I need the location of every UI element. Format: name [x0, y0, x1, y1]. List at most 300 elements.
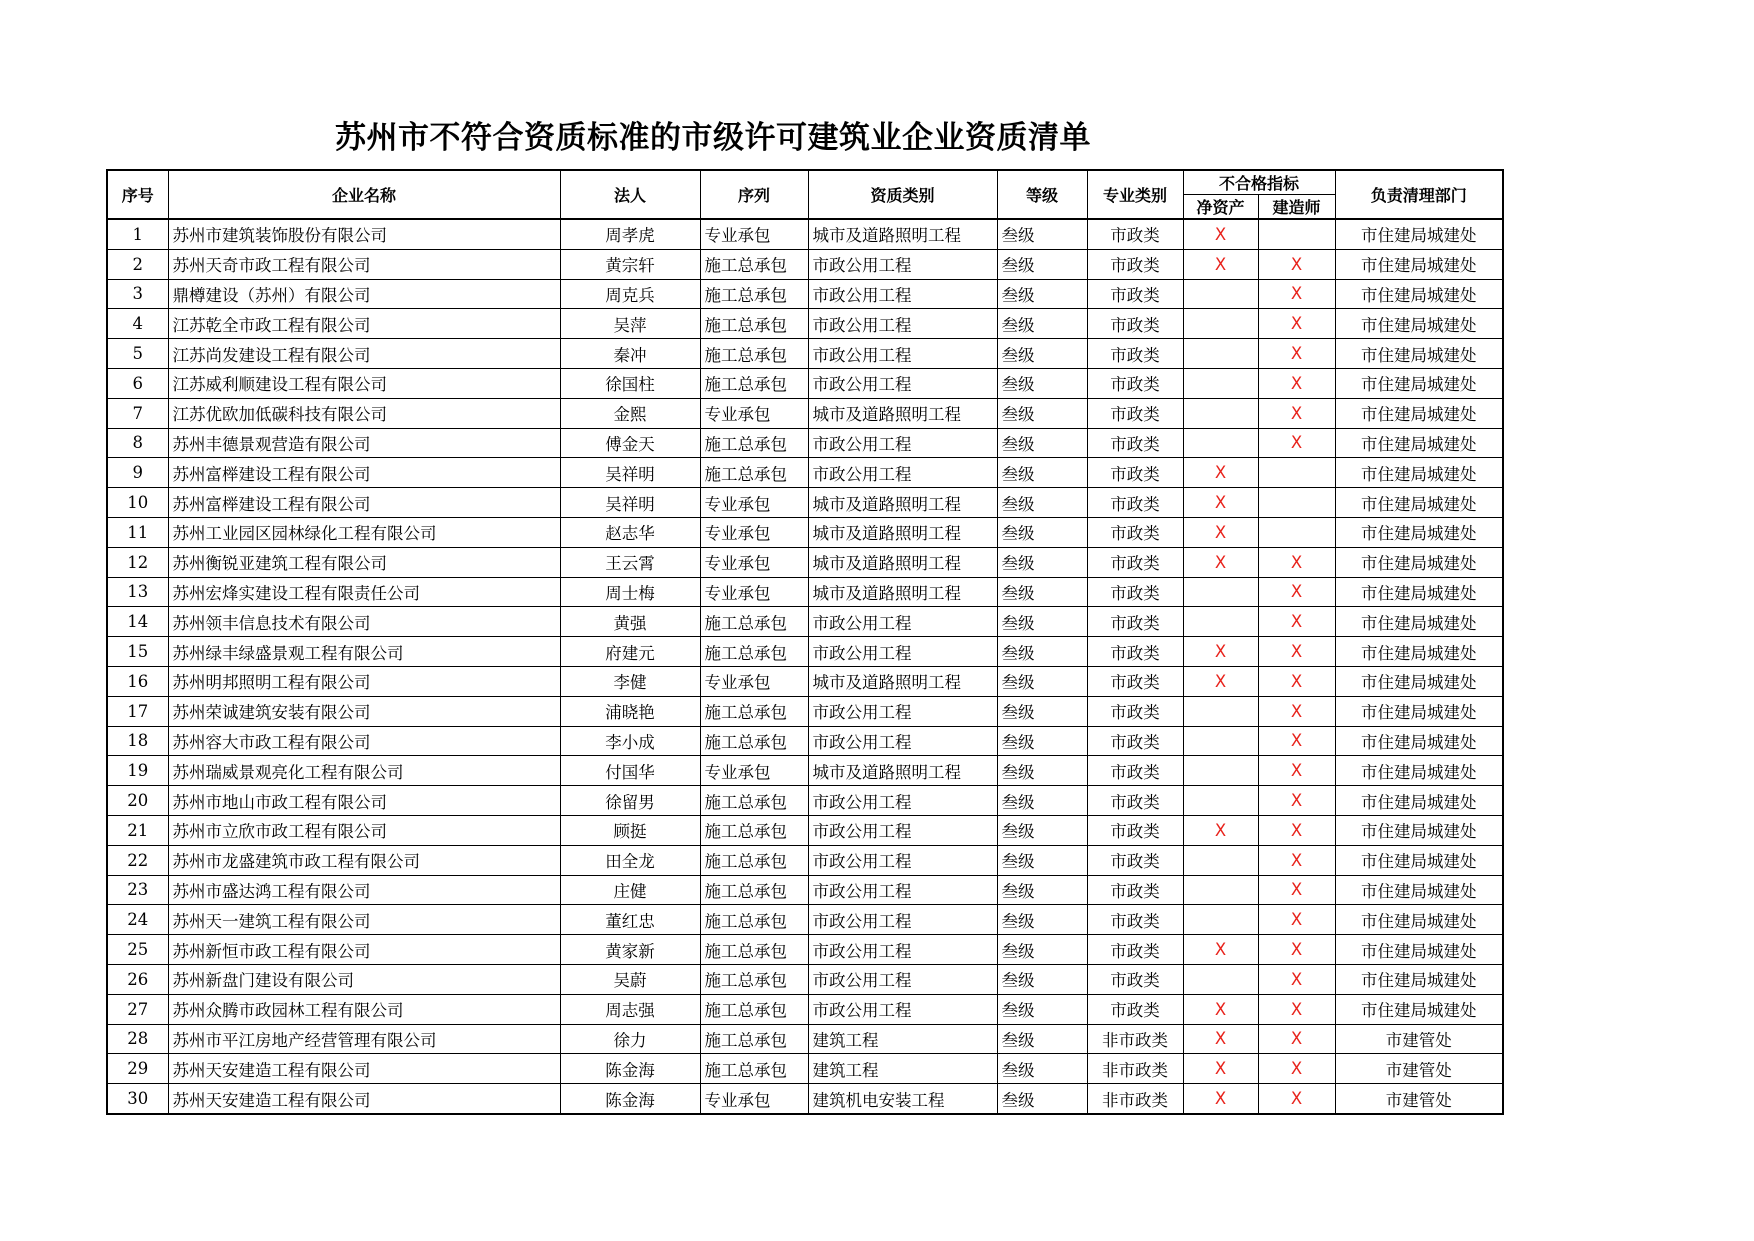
header-seq: 序号 [107, 170, 168, 219]
cell-legal-person: 秦冲 [560, 339, 700, 369]
cell-net-assets-mark [1183, 577, 1258, 607]
cell-net-assets-mark: X [1183, 994, 1258, 1024]
cell-legal-person: 李健 [560, 666, 700, 696]
cell-company-name: 苏州天奇市政工程有限公司 [168, 249, 560, 279]
cell-company-name: 苏州市龙盛建筑市政工程有限公司 [168, 845, 560, 875]
cell-legal-person: 周克兵 [560, 279, 700, 309]
cell-qualification-type: 市政公用工程 [808, 637, 997, 667]
cell-grade: 叁级 [997, 488, 1087, 518]
cell-net-assets-mark [1183, 786, 1258, 816]
cell-company-name: 鼎樽建设（苏州）有限公司 [168, 279, 560, 309]
cell-department: 市住建局城建处 [1335, 905, 1503, 935]
cell-grade: 叁级 [997, 309, 1087, 339]
cell-legal-person: 徐留男 [560, 786, 700, 816]
header-department: 负责清理部门 [1335, 170, 1503, 219]
cell-specialty: 市政类 [1087, 666, 1183, 696]
cell-constructor-mark: X [1258, 696, 1335, 726]
cell-net-assets-mark [1183, 696, 1258, 726]
cell-net-assets-mark: X [1183, 458, 1258, 488]
table-row [107, 607, 1503, 637]
cell-specialty: 市政类 [1087, 428, 1183, 458]
cell-net-assets-mark [1183, 756, 1258, 786]
cell-constructor-mark: X [1258, 309, 1335, 339]
table-row [107, 666, 1503, 696]
cell-company-name: 苏州新恒市政工程有限公司 [168, 935, 560, 965]
cell-grade: 叁级 [997, 875, 1087, 905]
cell-company-name: 苏州容大市政工程有限公司 [168, 726, 560, 756]
cell-qualification-type: 城市及道路照明工程 [808, 756, 997, 786]
table-row [107, 696, 1503, 726]
cell-constructor-mark [1258, 219, 1335, 249]
cell-series: 施工总承包 [700, 428, 808, 458]
cell-seq: 25 [107, 935, 168, 965]
cell-company-name: 苏州荣诚建筑安装有限公司 [168, 696, 560, 726]
cell-legal-person: 付国华 [560, 756, 700, 786]
cell-seq: 10 [107, 488, 168, 518]
cell-constructor-mark: X [1258, 935, 1335, 965]
cell-net-assets-mark: X [1183, 637, 1258, 667]
cell-specialty: 市政类 [1087, 845, 1183, 875]
cell-constructor-mark: X [1258, 398, 1335, 428]
cell-qualification-type: 市政公用工程 [808, 279, 997, 309]
table-row [107, 458, 1503, 488]
cell-qualification-type: 市政公用工程 [808, 964, 997, 994]
cell-series: 施工总承包 [700, 458, 808, 488]
cell-legal-person: 陈金海 [560, 1084, 700, 1114]
cell-specialty: 市政类 [1087, 219, 1183, 249]
cell-company-name: 苏州衡锐亚建筑工程有限公司 [168, 547, 560, 577]
cell-department: 市住建局城建处 [1335, 994, 1503, 1024]
cell-grade: 叁级 [997, 964, 1087, 994]
table-row [107, 309, 1503, 339]
table-row [107, 964, 1503, 994]
cell-constructor-mark: X [1258, 577, 1335, 607]
cell-net-assets-mark [1183, 845, 1258, 875]
table-row [107, 398, 1503, 428]
cell-grade: 叁级 [997, 815, 1087, 845]
cell-net-assets-mark [1183, 726, 1258, 756]
cell-grade: 叁级 [997, 786, 1087, 816]
cell-specialty: 非市政类 [1087, 1024, 1183, 1054]
table-row [107, 219, 1503, 249]
cell-legal-person: 吴萍 [560, 309, 700, 339]
cell-series: 施工总承包 [700, 249, 808, 279]
cell-grade: 叁级 [997, 547, 1087, 577]
table-row [107, 249, 1503, 279]
cell-specialty: 市政类 [1087, 458, 1183, 488]
cell-net-assets-mark [1183, 964, 1258, 994]
cell-net-assets-mark: X [1183, 219, 1258, 249]
cell-series: 专业承包 [700, 517, 808, 547]
cell-grade: 叁级 [997, 994, 1087, 1024]
cell-specialty: 市政类 [1087, 577, 1183, 607]
cell-constructor-mark [1258, 488, 1335, 518]
cell-specialty: 市政类 [1087, 964, 1183, 994]
cell-specialty: 市政类 [1087, 309, 1183, 339]
cell-department: 市住建局城建处 [1335, 637, 1503, 667]
cell-seq: 14 [107, 607, 168, 637]
cell-seq: 30 [107, 1084, 168, 1114]
table-row [107, 279, 1503, 309]
cell-specialty: 市政类 [1087, 607, 1183, 637]
cell-company-name: 苏州天安建造工程有限公司 [168, 1084, 560, 1114]
cell-company-name: 苏州瑞威景观亮化工程有限公司 [168, 756, 560, 786]
cell-series: 专业承包 [700, 398, 808, 428]
cell-grade: 叁级 [997, 935, 1087, 965]
cell-department: 市住建局城建处 [1335, 726, 1503, 756]
cell-seq: 29 [107, 1054, 168, 1084]
cell-seq: 24 [107, 905, 168, 935]
cell-qualification-type: 建筑工程 [808, 1054, 997, 1084]
cell-company-name: 苏州市立欣市政工程有限公司 [168, 815, 560, 845]
cell-qualification-type: 城市及道路照明工程 [808, 547, 997, 577]
cell-qualification-type: 市政公用工程 [808, 845, 997, 875]
cell-specialty: 非市政类 [1087, 1054, 1183, 1084]
table-row [107, 339, 1503, 369]
cell-seq: 26 [107, 964, 168, 994]
cell-series: 施工总承包 [700, 637, 808, 667]
cell-department: 市住建局城建处 [1335, 875, 1503, 905]
cell-qualification-type: 城市及道路照明工程 [808, 517, 997, 547]
cell-grade: 叁级 [997, 637, 1087, 667]
cell-constructor-mark: X [1258, 905, 1335, 935]
cell-series: 施工总承包 [700, 935, 808, 965]
cell-company-name: 苏州众腾市政园林工程有限公司 [168, 994, 560, 1024]
table-row [107, 428, 1503, 458]
cell-grade: 叁级 [997, 1024, 1087, 1054]
cell-seq: 22 [107, 845, 168, 875]
table-row [107, 517, 1503, 547]
cell-legal-person: 黄家新 [560, 935, 700, 965]
cell-grade: 叁级 [997, 666, 1087, 696]
cell-series: 施工总承包 [700, 994, 808, 1024]
cell-grade: 叁级 [997, 339, 1087, 369]
cell-qualification-type: 城市及道路照明工程 [808, 219, 997, 249]
cell-seq: 17 [107, 696, 168, 726]
cell-legal-person: 田全龙 [560, 845, 700, 875]
table-row [107, 637, 1503, 667]
cell-specialty: 市政类 [1087, 517, 1183, 547]
cell-net-assets-mark [1183, 368, 1258, 398]
cell-legal-person: 庄健 [560, 875, 700, 905]
cell-seq: 20 [107, 786, 168, 816]
cell-qualification-type: 市政公用工程 [808, 458, 997, 488]
cell-grade: 叁级 [997, 368, 1087, 398]
cell-specialty: 市政类 [1087, 249, 1183, 279]
cell-grade: 叁级 [997, 845, 1087, 875]
cell-department: 市住建局城建处 [1335, 845, 1503, 875]
cell-department: 市住建局城建处 [1335, 964, 1503, 994]
cell-net-assets-mark [1183, 875, 1258, 905]
cell-company-name: 苏州市地山市政工程有限公司 [168, 786, 560, 816]
cell-constructor-mark: X [1258, 815, 1335, 845]
header-fail-indicators: 不合格指标 [1183, 170, 1335, 195]
cell-specialty: 市政类 [1087, 875, 1183, 905]
cell-series: 施工总承包 [700, 279, 808, 309]
cell-constructor-mark: X [1258, 786, 1335, 816]
cell-legal-person: 徐力 [560, 1024, 700, 1054]
cell-qualification-type: 市政公用工程 [808, 815, 997, 845]
cell-series: 专业承包 [700, 219, 808, 249]
cell-legal-person: 浦晓艳 [560, 696, 700, 726]
cell-seq: 11 [107, 517, 168, 547]
cell-grade: 叁级 [997, 398, 1087, 428]
cell-specialty: 市政类 [1087, 905, 1183, 935]
cell-net-assets-mark: X [1183, 1024, 1258, 1054]
cell-seq: 7 [107, 398, 168, 428]
cell-series: 施工总承包 [700, 368, 808, 398]
cell-seq: 9 [107, 458, 168, 488]
cell-series: 施工总承包 [700, 726, 808, 756]
cell-qualification-type: 市政公用工程 [808, 786, 997, 816]
cell-qualification-type: 城市及道路照明工程 [808, 398, 997, 428]
cell-legal-person: 李小成 [560, 726, 700, 756]
cell-qualification-type: 城市及道路照明工程 [808, 666, 997, 696]
cell-net-assets-mark [1183, 428, 1258, 458]
cell-constructor-mark: X [1258, 666, 1335, 696]
cell-legal-person: 王云霄 [560, 547, 700, 577]
cell-department: 市住建局城建处 [1335, 249, 1503, 279]
cell-department: 市住建局城建处 [1335, 547, 1503, 577]
cell-department: 市建管处 [1335, 1054, 1503, 1084]
cell-department: 市住建局城建处 [1335, 666, 1503, 696]
table-row [107, 547, 1503, 577]
cell-legal-person: 周志强 [560, 994, 700, 1024]
cell-department: 市住建局城建处 [1335, 786, 1503, 816]
cell-department: 市住建局城建处 [1335, 219, 1503, 249]
cell-series: 专业承包 [700, 756, 808, 786]
cell-company-name: 苏州富榉建设工程有限公司 [168, 458, 560, 488]
cell-department: 市建管处 [1335, 1084, 1503, 1114]
cell-series: 施工总承包 [700, 339, 808, 369]
cell-qualification-type: 市政公用工程 [808, 339, 997, 369]
cell-constructor-mark: X [1258, 368, 1335, 398]
cell-company-name: 江苏乾全市政工程有限公司 [168, 309, 560, 339]
cell-seq: 15 [107, 637, 168, 667]
cell-specialty: 市政类 [1087, 786, 1183, 816]
cell-company-name: 苏州市盛达鸿工程有限公司 [168, 875, 560, 905]
table-row [107, 756, 1503, 786]
cell-seq: 23 [107, 875, 168, 905]
cell-constructor-mark [1258, 458, 1335, 488]
cell-department: 市住建局城建处 [1335, 428, 1503, 458]
cell-company-name: 江苏优欧加低碳科技有限公司 [168, 398, 560, 428]
cell-department: 市住建局城建处 [1335, 279, 1503, 309]
cell-specialty: 市政类 [1087, 339, 1183, 369]
cell-department: 市住建局城建处 [1335, 309, 1503, 339]
cell-legal-person: 吴祥明 [560, 488, 700, 518]
cell-seq: 19 [107, 756, 168, 786]
cell-legal-person: 吴祥明 [560, 458, 700, 488]
cell-series: 施工总承包 [700, 905, 808, 935]
cell-company-name: 苏州天一建筑工程有限公司 [168, 905, 560, 935]
cell-net-assets-mark: X [1183, 935, 1258, 965]
cell-net-assets-mark: X [1183, 547, 1258, 577]
cell-specialty: 市政类 [1087, 726, 1183, 756]
cell-specialty: 市政类 [1087, 488, 1183, 518]
cell-net-assets-mark: X [1183, 488, 1258, 518]
cell-company-name: 苏州富榉建设工程有限公司 [168, 488, 560, 518]
cell-seq: 27 [107, 994, 168, 1024]
cell-department: 市住建局城建处 [1335, 368, 1503, 398]
cell-seq: 2 [107, 249, 168, 279]
cell-seq: 1 [107, 219, 168, 249]
cell-constructor-mark: X [1258, 1084, 1335, 1114]
cell-series: 专业承包 [700, 666, 808, 696]
cell-legal-person: 周士梅 [560, 577, 700, 607]
page-title: 苏州市不符合资质标准的市级许可建筑业企业资质清单 [335, 120, 1091, 156]
cell-department: 市住建局城建处 [1335, 339, 1503, 369]
cell-constructor-mark: X [1258, 339, 1335, 369]
cell-department: 市住建局城建处 [1335, 398, 1503, 428]
table-row [107, 786, 1503, 816]
cell-legal-person: 陈金海 [560, 1054, 700, 1084]
cell-specialty: 市政类 [1087, 994, 1183, 1024]
cell-net-assets-mark [1183, 398, 1258, 428]
cell-net-assets-mark: X [1183, 815, 1258, 845]
cell-legal-person: 徐国柱 [560, 368, 700, 398]
cell-net-assets-mark: X [1183, 666, 1258, 696]
cell-qualification-type: 市政公用工程 [808, 905, 997, 935]
cell-legal-person: 黄强 [560, 607, 700, 637]
cell-department: 市住建局城建处 [1335, 607, 1503, 637]
cell-company-name: 苏州天安建造工程有限公司 [168, 1054, 560, 1084]
cell-constructor-mark [1258, 517, 1335, 547]
cell-specialty: 市政类 [1087, 815, 1183, 845]
table-row [107, 726, 1503, 756]
cell-constructor-mark: X [1258, 726, 1335, 756]
table-row [107, 1054, 1503, 1084]
cell-qualification-type: 市政公用工程 [808, 309, 997, 339]
table-row [107, 1024, 1503, 1054]
cell-qualification-type: 城市及道路照明工程 [808, 488, 997, 518]
cell-legal-person: 黄宗轩 [560, 249, 700, 279]
cell-specialty: 市政类 [1087, 935, 1183, 965]
cell-series: 施工总承包 [700, 1054, 808, 1084]
cell-department: 市住建局城建处 [1335, 935, 1503, 965]
cell-grade: 叁级 [997, 577, 1087, 607]
cell-grade: 叁级 [997, 905, 1087, 935]
cell-constructor-mark: X [1258, 279, 1335, 309]
table-row [107, 935, 1503, 965]
cell-seq: 16 [107, 666, 168, 696]
cell-company-name: 苏州明邦照明工程有限公司 [168, 666, 560, 696]
header-grade: 等级 [997, 170, 1087, 219]
cell-seq: 18 [107, 726, 168, 756]
cell-constructor-mark: X [1258, 1054, 1335, 1084]
cell-legal-person: 董红忠 [560, 905, 700, 935]
cell-company-name: 苏州工业园区园林绿化工程有限公司 [168, 517, 560, 547]
cell-department: 市住建局城建处 [1335, 577, 1503, 607]
cell-department: 市住建局城建处 [1335, 756, 1503, 786]
cell-specialty: 市政类 [1087, 696, 1183, 726]
cell-qualification-type: 市政公用工程 [808, 696, 997, 726]
cell-seq: 6 [107, 368, 168, 398]
cell-seq: 12 [107, 547, 168, 577]
cell-company-name: 苏州市平江房地产经营管理有限公司 [168, 1024, 560, 1054]
cell-qualification-type: 市政公用工程 [808, 249, 997, 279]
cell-series: 施工总承包 [700, 964, 808, 994]
cell-constructor-mark: X [1258, 637, 1335, 667]
table-row [107, 845, 1503, 875]
cell-qualification-type: 市政公用工程 [808, 726, 997, 756]
table-row [107, 875, 1503, 905]
header-constructor: 建造师 [1258, 195, 1335, 220]
cell-department: 市住建局城建处 [1335, 815, 1503, 845]
cell-grade: 叁级 [997, 458, 1087, 488]
cell-seq: 13 [107, 577, 168, 607]
header-qualification-type: 资质类别 [808, 170, 997, 219]
cell-qualification-type: 建筑工程 [808, 1024, 997, 1054]
cell-grade: 叁级 [997, 726, 1087, 756]
cell-net-assets-mark [1183, 905, 1258, 935]
table-row [107, 577, 1503, 607]
cell-qualification-type: 市政公用工程 [808, 428, 997, 458]
cell-qualification-type: 市政公用工程 [808, 935, 997, 965]
cell-net-assets-mark: X [1183, 517, 1258, 547]
cell-department: 市住建局城建处 [1335, 517, 1503, 547]
cell-company-name: 苏州宏烽实建设工程有限责任公司 [168, 577, 560, 607]
cell-company-name: 江苏尚发建设工程有限公司 [168, 339, 560, 369]
cell-net-assets-mark [1183, 339, 1258, 369]
qualification-table [106, 169, 1504, 1115]
cell-net-assets-mark: X [1183, 1084, 1258, 1114]
cell-grade: 叁级 [997, 249, 1087, 279]
cell-grade: 叁级 [997, 517, 1087, 547]
cell-qualification-type: 市政公用工程 [808, 607, 997, 637]
cell-department: 市住建局城建处 [1335, 458, 1503, 488]
cell-series: 施工总承包 [700, 786, 808, 816]
cell-seq: 21 [107, 815, 168, 845]
cell-constructor-mark: X [1258, 547, 1335, 577]
cell-constructor-mark: X [1258, 1024, 1335, 1054]
cell-series: 施工总承包 [700, 815, 808, 845]
table-row [107, 1084, 1503, 1114]
cell-company-name: 苏州新盘门建设有限公司 [168, 964, 560, 994]
cell-specialty: 市政类 [1087, 279, 1183, 309]
table-row [107, 368, 1503, 398]
cell-company-name: 苏州丰德景观营造有限公司 [168, 428, 560, 458]
cell-qualification-type: 市政公用工程 [808, 368, 997, 398]
cell-specialty: 市政类 [1087, 637, 1183, 667]
cell-constructor-mark: X [1258, 249, 1335, 279]
cell-company-name: 苏州绿丰绿盛景观工程有限公司 [168, 637, 560, 667]
cell-net-assets-mark: X [1183, 1054, 1258, 1084]
header-company-name: 企业名称 [168, 170, 560, 219]
cell-series: 专业承包 [700, 547, 808, 577]
cell-seq: 8 [107, 428, 168, 458]
cell-series: 专业承包 [700, 1084, 808, 1114]
cell-series: 专业承包 [700, 577, 808, 607]
cell-net-assets-mark [1183, 279, 1258, 309]
cell-constructor-mark: X [1258, 875, 1335, 905]
cell-specialty: 市政类 [1087, 368, 1183, 398]
header-series: 序列 [700, 170, 808, 219]
cell-qualification-type: 市政公用工程 [808, 875, 997, 905]
cell-constructor-mark: X [1258, 756, 1335, 786]
cell-series: 专业承包 [700, 488, 808, 518]
cell-constructor-mark: X [1258, 428, 1335, 458]
cell-constructor-mark: X [1258, 607, 1335, 637]
cell-net-assets-mark [1183, 607, 1258, 637]
cell-company-name: 苏州市建筑装饰股份有限公司 [168, 219, 560, 249]
cell-constructor-mark: X [1258, 845, 1335, 875]
cell-legal-person: 赵志华 [560, 517, 700, 547]
cell-grade: 叁级 [997, 607, 1087, 637]
cell-net-assets-mark [1183, 309, 1258, 339]
cell-legal-person: 周孝虎 [560, 219, 700, 249]
cell-qualification-type: 城市及道路照明工程 [808, 577, 997, 607]
